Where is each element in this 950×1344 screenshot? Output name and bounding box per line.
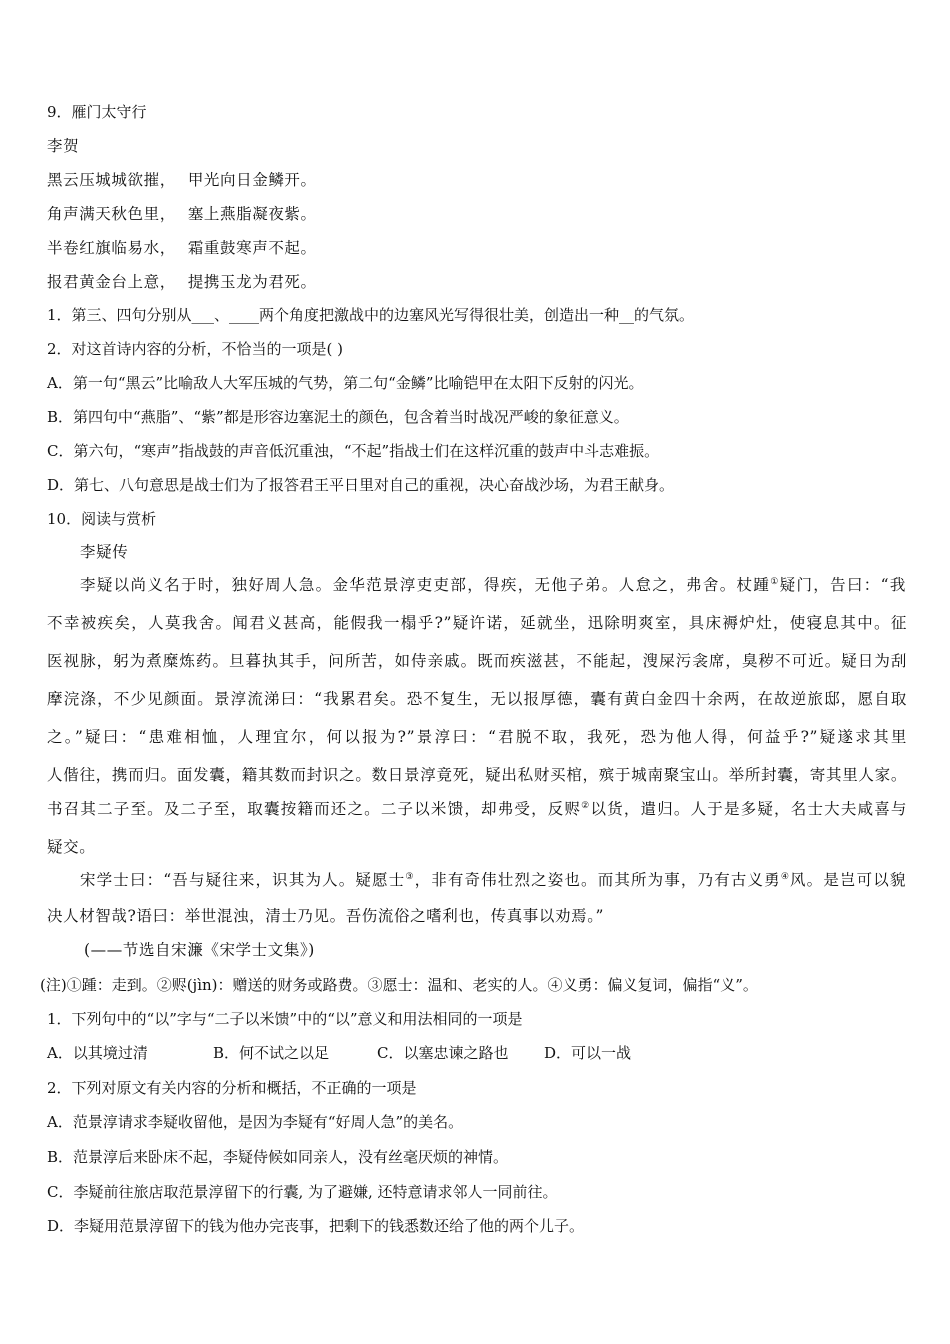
question-9-title: 9．雁门太守行 <box>47 103 147 121</box>
passage-line: 李疑以尚义名于时，独好周人急。金华范景淳吏吏部，得疾，无他子弟。人怠之，弗舍。杖踵①疑门，告曰：“我 <box>80 576 906 594</box>
poem-line: 半卷红旗临易水， 霜重鼓寒声不起。 <box>47 239 317 257</box>
q10-sub2-option-d: D．李疑用范景淳留下的钱为他办完丧事，把剩下的钱悉数还给了他的两个儿子。 <box>47 1217 585 1235</box>
poem-line: 角声满天秋色里， 塞上燕脂凝夜紫。 <box>47 205 317 223</box>
q9-sub1: 1．第三、四句分别从___、____两个角度把激战中的边塞风光写得很壮美，创造出一种__的气氛。 <box>47 306 695 324</box>
passage-line: 书召其二子至。及二子至，取囊按籍而还之。二子以米馈，却弗受，反赆②以货，遣归。人于是多疑，名士大夫咸喜与 <box>47 800 908 818</box>
q10-sub2-option-c: C．李疑前往旅店取范景淳留下的行囊, 为了避嫌, 还特意请求邻人一同前往。 <box>47 1183 558 1201</box>
passage-line: 不幸被疾矣，人莫我舍。闻君义甚高，能假我一榻乎?”疑许诺，延就坐，迅除明爽室，具床褥炉灶，使寝息其中。征 <box>47 614 907 632</box>
poem-line: 黑云压城城欲摧， 甲光向日金鳞开。 <box>47 171 317 189</box>
q9-option-d: D．第七、八句意思是战士们为了报答君王平日里对自己的重视，决心奋战沙场，为君王献身。 <box>47 476 675 494</box>
q10-sub1-options <box>47 1043 631 1063</box>
passage-title: 李疑传 <box>80 543 129 561</box>
passage-line: 摩浣涤，不少见颜面。景淳流涕曰：“我累君矣。恐不复生，无以报厚德，囊有黄白金四十余两，在故逆旅邸，愿自取 <box>47 690 907 708</box>
q10-sub1-option-d: D．可以一战 <box>544 1044 632 1062</box>
passage-line: 疑交。 <box>47 838 96 856</box>
q9-sub2: 2．对这首诗内容的分析，不恰当的一项是( ) <box>47 340 344 358</box>
passage-line: 医视脉，躬为煮糜炼药。旦暮执其手，问所苦，如侍亲戚。既而疾滋甚，不能起，溲屎污衾席，臭秽不可近。疑日为刮 <box>47 652 907 670</box>
passage-line: 之。”疑曰：“患难相恤，人理宜尔，何以报为?”景淳曰：“君脱不取，我死，恐为他人得，何益乎?”疑遂求其里 <box>47 728 907 746</box>
q10-sub1-option-a: A．以其境过清 <box>47 1044 148 1062</box>
q10-sub1-option-c: C．以塞忠谏之路也 <box>377 1044 509 1062</box>
question-10-title: 10．阅读与赏析 <box>47 510 157 528</box>
q10-sub2-option-b: B．范景淳后来卧床不起，李疑侍候如同亲人，没有丝毫厌烦的神情。 <box>47 1148 509 1166</box>
q9-option-c: C．第六句，“寒声”指战鼓的声音低沉重浊，“不起”指战士们在这样沉重的鼓声中斗志难振。 <box>47 442 660 460</box>
passage-line: 决人材智哉?语曰：举世混浊，清士乃见。吾伤流俗之嗜利也，传真事以劝焉。” <box>47 907 605 925</box>
passage-line: 宋学士曰：“吾与疑往来，识其为人。疑愿士③，非有奇伟壮烈之姿也。而其所为事，乃有古义勇④风。是岂可以貌 <box>80 871 907 889</box>
passage-line: 人偕往，携而归。面发囊，籍其数而封识之。数日景淳竟死，疑出私财买棺，殡于城南聚宝山。举所封囊，寄其里人家。 <box>47 766 907 784</box>
passage-source: (——节选自宋濂《宋学士文集》) <box>84 941 315 959</box>
poem-author: 李贺 <box>47 137 80 155</box>
q10-sub2-option-a: A．范景淳请求李疑收留他，是因为李疑有“好周人急”的美名。 <box>47 1113 464 1131</box>
annotation-note: (注)①踵：走到。②赆(jìn)：赠送的财务或路费。③愿士：温和、老实的人。④义勇：偏义复词，偏指“义”。 <box>40 976 758 994</box>
q10-sub1-option-b: B．何不试之以足 <box>213 1044 330 1062</box>
poem-line: 报君黄金台上意， 提携玉龙为君死。 <box>47 273 317 291</box>
q10-sub1: 1．下列句中的“以”字与“二子以米馈”中的“以”意义和用法相同的一项是 <box>47 1010 523 1028</box>
q9-option-b: B．第四句中“燕脂”、“紫”都是形容边塞泥土的颜色，包含着当时战况严峻的象征意义。 <box>47 408 629 426</box>
q10-sub2: 2．下列对原文有关内容的分析和概括，不正确的一项是 <box>47 1079 417 1097</box>
q9-option-a: A．第一句“黑云”比喻敌人大军压城的气势，第二句“金鳞”比喻铠甲在太阳下反射的闪光。 <box>47 374 644 392</box>
